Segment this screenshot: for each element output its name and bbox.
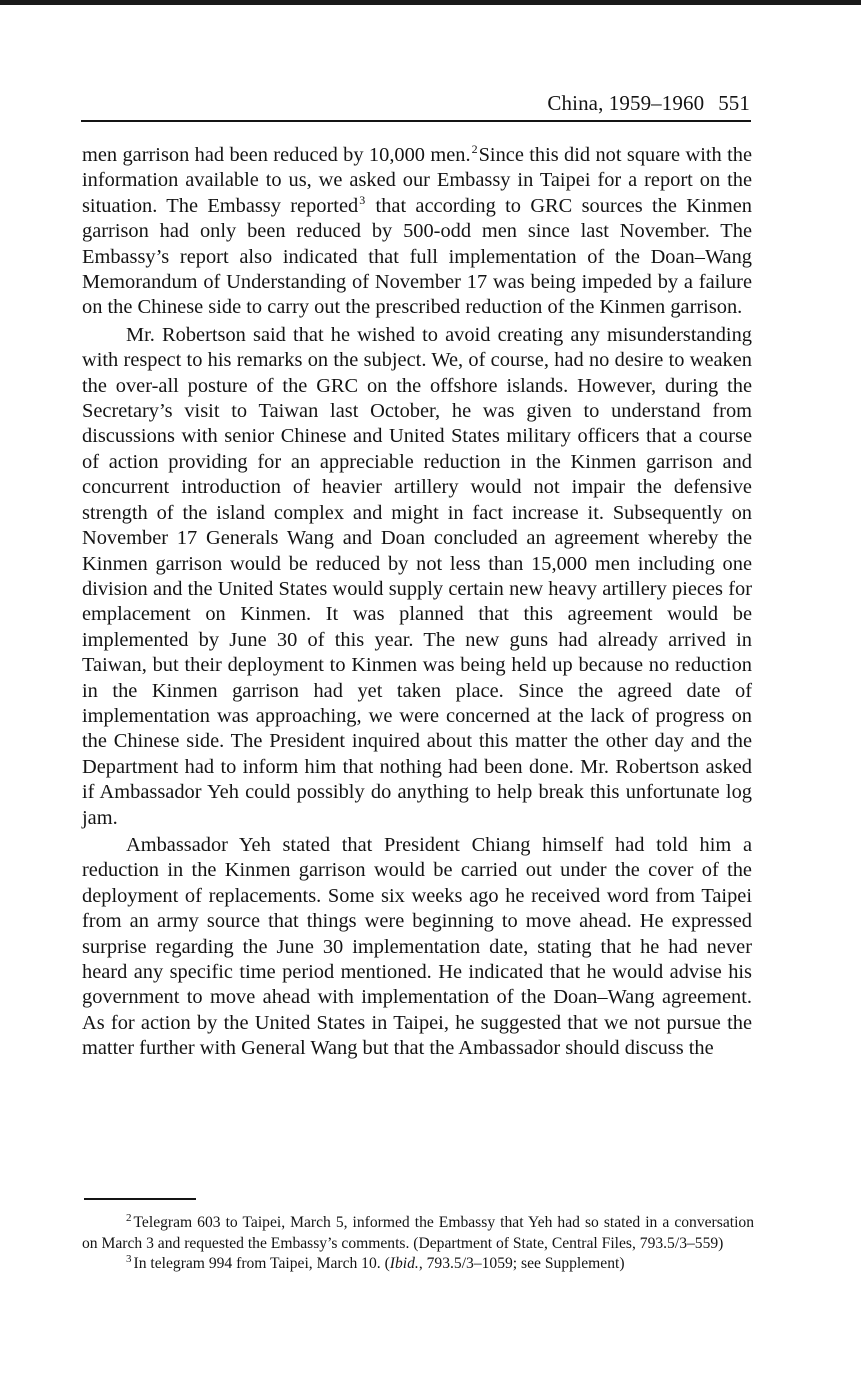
- footnote-number: 2: [126, 1211, 132, 1224]
- footnote-text: Telegram 603 to Taipei, March 5, informed the Embassy that Yeh had so stated in a conversation on March 3 and requested the Embassy’s comments. (Department of State, Central Files, 793.5/3–559): [82, 1214, 754, 1252]
- footnote-rule: [84, 1198, 196, 1200]
- paragraph-continued: [82, 143, 752, 321]
- footnote-2: [82, 1213, 754, 1254]
- page-number: 551: [718, 91, 750, 115]
- body-text: [82, 143, 752, 1062]
- footnote-3: [82, 1254, 754, 1275]
- footnote-text: In telegram 994 from Taipei, March 10. (: [133, 1255, 390, 1272]
- scan-top-edge: [0, 0, 861, 5]
- footnote-number: 3: [126, 1252, 132, 1265]
- running-head: [82, 88, 750, 118]
- header-rule: [81, 120, 751, 122]
- footnote-reference-2: 2: [471, 142, 478, 157]
- footnotes: [82, 1213, 754, 1275]
- paragraph-yeh: Ambassador Yeh stated that President Chiang himself had told him a reduction in the Kinmen garrison would be carried out under the cover of the deployment of replacements. Some six weeks ago he received word from Taipei from an army source that things were beginning to move ahead. He expressed surprise regarding the June 30 implementation date, stating that he had never heard any specific time period mentioned. He indicated that he would advise his government to move ahead with implementation of the Doan–Wang agreement. As for action by the United States in Taipei, he suggested that we not pursue the matter further with General Wang but that the Ambassador should discuss the: [82, 833, 752, 1060]
- footnote-text: , 793.5/3–1059; see Supplement): [418, 1255, 625, 1272]
- footnote-ibid: Ibid.: [389, 1255, 419, 1272]
- paragraph-text: men garrison had been reduced by 10,000 men.: [82, 144, 471, 166]
- paragraph-robertson: Mr. Robertson said that he wished to avoid creating any misunderstanding with respect to his remarks on the subject. We, of course, had no desire to weaken the over-all posture of the GRC on the offshore islands. However, during the Secretary’s visit to Taiwan last October, he was given to understand from discussions with senior Chinese and United States military officers that a course of action providing for an appreciable reduction in the Kinmen garrison and concurrent introduction of heavier artillery would not impair the defensive strength of the island complex and might in fact increase it. Subsequently on November 17 Generals Wang and Doan concluded an agreement whereby the Kinmen garrison would be reduced by not less than 15,000 men including one division and the United States would supply certain new heavy artillery pieces for emplacement on Kinmen. It was planned that this agreement would be implemented by June 30 of this year. The new guns had already arrived in Taiwan, but their deployment to Kinmen was being held up because no reduction in the Kinmen garrison had yet taken place. Since the agreed date of implementation was approaching, we were concerned at the lack of progress on the Chinese side. The President inquired about this matter the other day and the Department had to inform him that nothing had been done. Mr. Robertson asked if Ambassador Yeh could possibly do anything to help break this unfortunate log jam.: [82, 323, 752, 829]
- paragraph-text: that according to GRC sources the Kinmen garrison had only been reduced by 500-odd men since last November. The Embassy’s report also indicated that full implementation of the Doan–Wang Memorandum of Understanding of November 17 was being impeded by a failure on the Chinese side to carry out the prescribed reduction of the Kinmen garrison.: [82, 194, 752, 319]
- footnote-reference-3: 3: [359, 193, 366, 208]
- running-head-title: China, 1959–1960: [547, 91, 705, 115]
- paragraph-text: Since this did not square with the information available to us, we asked our Embassy in Taipei for a report on the situation. The Embassy reported: [82, 144, 752, 217]
